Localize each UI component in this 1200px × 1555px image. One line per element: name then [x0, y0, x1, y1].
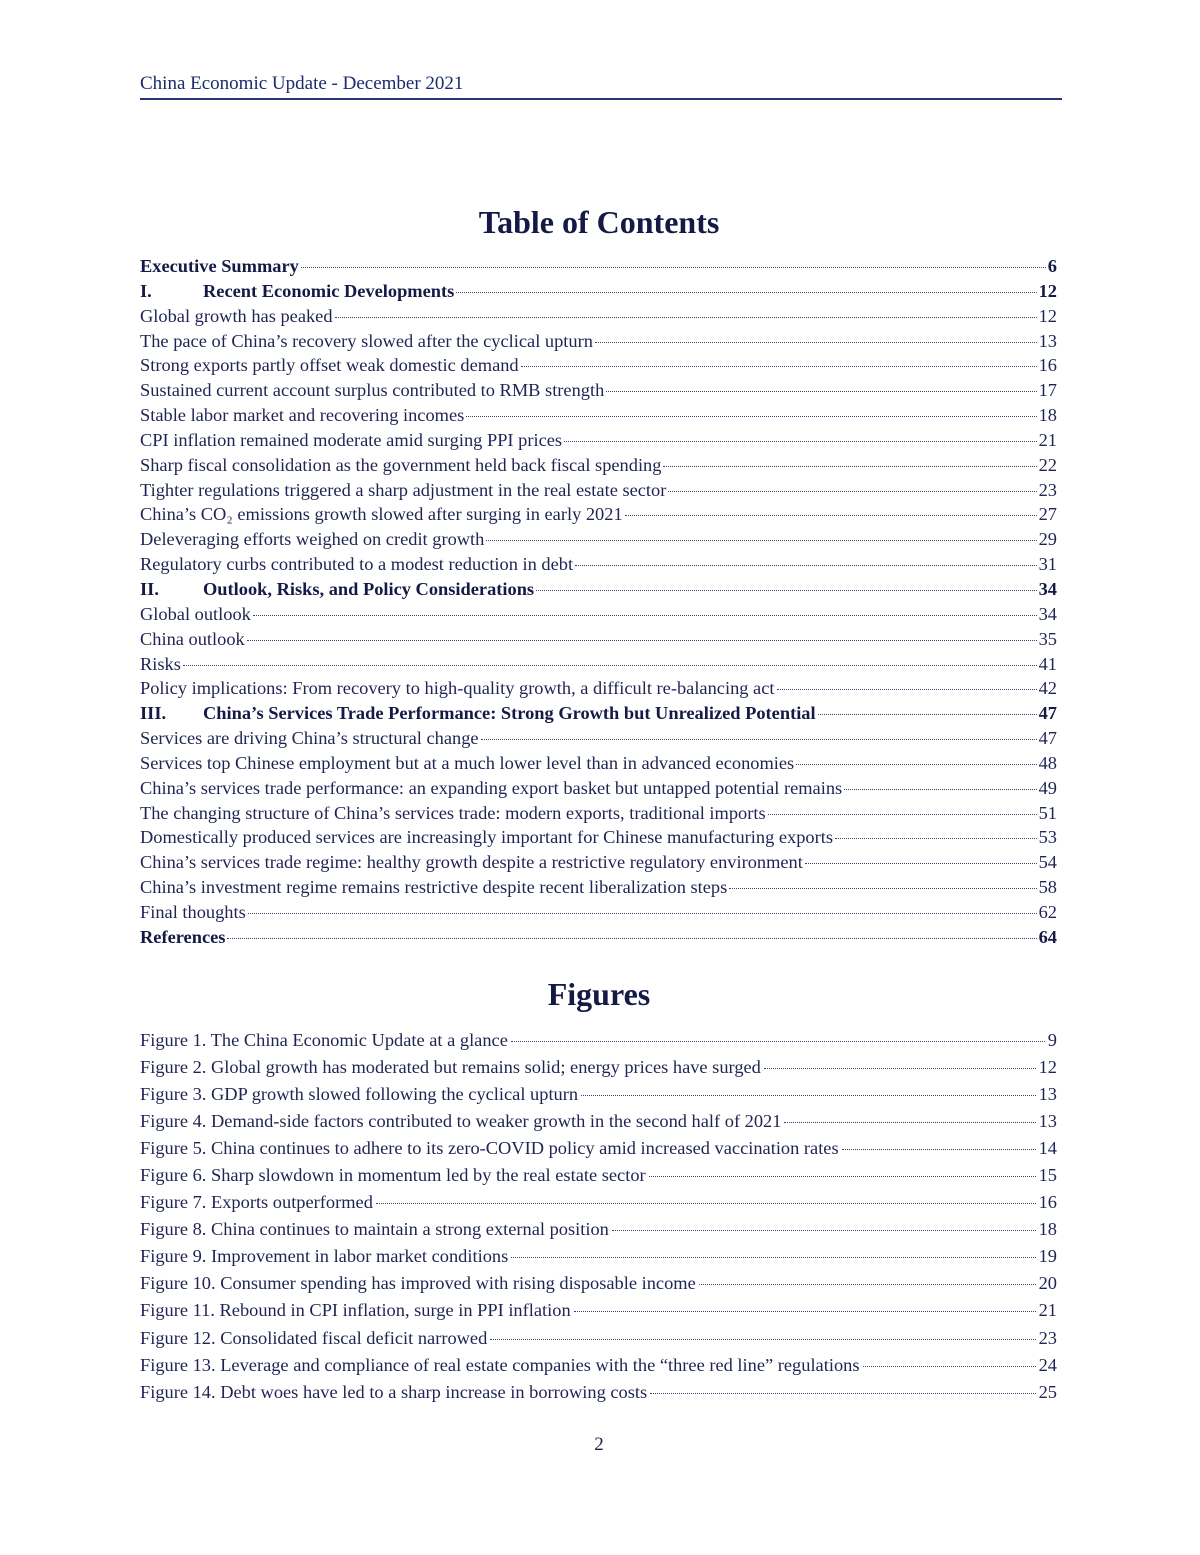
figure-entry-label: Figure 5. China continues to adhere to its zero-COVID policy amid increased vaccination rates	[140, 1138, 839, 1159]
dot-leader	[863, 1366, 1036, 1367]
dot-leader	[247, 640, 1037, 641]
toc-title: Table of Contents	[478, 204, 720, 240]
figure-entry-label: Figure 3. GDP growth slowed following the cyclical upturn	[140, 1084, 579, 1105]
figure-entry-page: 9	[1047, 1030, 1057, 1050]
figure-entry-label: Figure 12. Consolidated fiscal deficit narrowed	[140, 1327, 488, 1348]
running-header	[140, 72, 1062, 100]
toc-entry-label: Sustained current account surplus contributed to RMB strength	[140, 380, 605, 401]
figure-entry[interactable]	[140, 1189, 1057, 1216]
figure-entry-label: Figure 9. Improvement in labor market conditions	[140, 1246, 509, 1267]
toc-entry-number: I.	[140, 280, 152, 301]
figure-entry[interactable]	[140, 1379, 1057, 1406]
toc-entry-label: Global outlook	[140, 603, 251, 624]
dot-leader	[301, 267, 1046, 268]
toc-entry[interactable]	[140, 254, 1057, 279]
dot-leader	[844, 789, 1036, 790]
figure-entry-page: 16	[1038, 1192, 1057, 1213]
toc-entry-page: 22	[1038, 454, 1057, 475]
toc-entry[interactable]	[140, 676, 1057, 701]
toc-entry-page: 49	[1038, 777, 1057, 798]
toc-entry[interactable]	[140, 279, 1057, 304]
dot-leader	[564, 441, 1037, 442]
toc-entry-label: China outlook	[140, 628, 245, 649]
figure-entry-label: Figure 8. China continues to maintain a strong external position	[140, 1219, 609, 1240]
dot-leader	[777, 689, 1037, 690]
toc-entry-label: China’s Services Trade Performance: Strong Growth but Unrealized Potential	[203, 703, 816, 724]
dot-leader	[253, 615, 1037, 616]
toc-entry-label: The changing structure of China’s services trade: modern exports, traditional imports	[140, 802, 766, 823]
toc-entry-page: 34	[1038, 578, 1057, 599]
dot-leader	[612, 1230, 1036, 1231]
toc-entry-label: Strong exports partly offset weak domestic demand	[140, 355, 519, 376]
figure-entry-label: Figure 13. Leverage and compliance of real estate companies with the “three red line” regulations	[140, 1354, 860, 1375]
toc-entry-page: 23	[1038, 479, 1057, 500]
toc-entry-label: Stable labor market and recovering incomes	[140, 405, 465, 426]
toc-entry[interactable]	[140, 701, 1057, 726]
toc-entry-page: 48	[1038, 752, 1057, 773]
toc-entry-number: III.	[140, 703, 167, 724]
toc-entry-page: 12	[1038, 280, 1057, 301]
dot-leader	[511, 1041, 1045, 1042]
toc-entry-page: 31	[1038, 554, 1057, 575]
dot-leader	[606, 391, 1036, 392]
toc-entry[interactable]	[140, 652, 1057, 677]
figure-entry-page: 13	[1038, 1084, 1057, 1105]
toc-entry[interactable]	[140, 602, 1057, 627]
toc-entry[interactable]	[140, 801, 1057, 826]
figure-entry-label: Figure 14. Debt woes have led to a sharp increase in borrowing costs	[140, 1381, 648, 1402]
toc-entry[interactable]	[140, 726, 1057, 751]
running-header-title: China Economic Update - December 2021	[140, 73, 464, 94]
figure-entry-page: 14	[1038, 1138, 1057, 1159]
toc-entry-label: China’s CO₂ emissions growth slowed after surging in early 2021	[140, 504, 623, 525]
figure-entry-page: 18	[1038, 1219, 1057, 1240]
toc-entry[interactable]	[140, 552, 1057, 577]
figure-entry-page: 13	[1038, 1111, 1057, 1132]
figure-entry-page: 24	[1038, 1354, 1057, 1375]
dot-leader	[835, 838, 1037, 839]
dot-leader	[649, 1176, 1036, 1177]
dot-leader	[574, 1311, 1036, 1312]
figure-entry[interactable]	[140, 1162, 1057, 1189]
toc-entry-label: Final thoughts	[140, 901, 246, 922]
toc-entry-label: Sharp fiscal consolidation as the government held back fiscal spending	[140, 454, 662, 475]
dot-leader	[335, 317, 1037, 318]
figure-entry-label: Figure 1. The China Economic Update at a glance	[140, 1030, 508, 1050]
figure-entry-page: 12	[1038, 1057, 1057, 1078]
toc-entry-label: CPI inflation remained moderate amid surging PPI prices	[140, 429, 563, 450]
figure-entry[interactable]	[140, 1216, 1057, 1243]
figure-entry-label: Figure 11. Rebound in CPI inflation, surge in PPI inflation	[140, 1300, 571, 1321]
figures-title: Figures	[547, 976, 651, 1012]
dot-leader	[466, 416, 1036, 417]
dot-leader	[481, 739, 1037, 740]
dot-leader	[784, 1122, 1035, 1123]
toc-entry[interactable]	[140, 577, 1057, 602]
figure-entry-page: 23	[1038, 1327, 1057, 1348]
toc-entry-page: 21	[1038, 429, 1057, 450]
dot-leader	[536, 590, 1037, 591]
toc-entry-label: China’s services trade regime: healthy growth despite a restrictive regulatory environment	[140, 852, 803, 873]
toc-entry[interactable]	[140, 776, 1057, 801]
figure-entry-page: 21	[1038, 1300, 1057, 1321]
toc-entry[interactable]	[140, 428, 1057, 453]
figure-entry[interactable]	[140, 1297, 1057, 1324]
toc-entry-label: References	[140, 926, 226, 947]
toc-entry-label: Services top Chinese employment but at a much lower level than in advanced economies	[140, 752, 795, 773]
figure-entry-label: Figure 7. Exports outperformed	[140, 1192, 373, 1213]
dot-leader	[456, 292, 1036, 293]
dot-leader	[490, 1339, 1035, 1340]
figure-entry-page: 20	[1038, 1273, 1057, 1294]
toc-entry-page: 16	[1038, 355, 1057, 376]
dot-leader	[729, 888, 1036, 889]
toc-entry-page: 18	[1038, 405, 1057, 426]
figure-entry-page: 15	[1038, 1165, 1057, 1186]
toc-entry-label: Outlook, Risks, and Policy Considerations	[203, 578, 535, 599]
toc-entry-label: Deleveraging efforts weighed on credit growth	[140, 529, 485, 550]
dot-leader	[595, 342, 1037, 343]
dot-leader	[663, 466, 1036, 467]
toc-entry[interactable]	[140, 627, 1057, 652]
figure-entry[interactable]	[140, 1027, 1057, 1054]
figure-entry[interactable]	[140, 1325, 1057, 1352]
toc-entry-page: 41	[1038, 653, 1057, 674]
toc-entry-number: II.	[140, 578, 159, 599]
toc-entry-label: Global growth has peaked	[140, 305, 333, 326]
toc-entry-page: 64	[1038, 926, 1057, 947]
toc-entry-label: Regulatory curbs contributed to a modest reduction in debt	[140, 554, 574, 575]
toc-entry[interactable]	[140, 527, 1057, 552]
toc-entry[interactable]	[140, 925, 1057, 950]
dot-leader	[668, 491, 1036, 492]
toc-entry-label: Risks	[140, 653, 181, 674]
toc-entry[interactable]	[140, 403, 1057, 428]
toc-entry-label: Recent Economic Developments	[203, 280, 455, 301]
dot-leader	[805, 863, 1037, 864]
toc-entry[interactable]	[140, 353, 1057, 378]
toc-entry-page: 12	[1038, 305, 1057, 326]
dot-leader	[486, 540, 1036, 541]
figures-list	[140, 1027, 1057, 1406]
toc-entry-label: China’s services trade performance: an expanding export basket but untapped potential remains	[140, 777, 843, 798]
toc-entry-label: China’s investment regime remains restrictive despite recent liberalization steps	[140, 877, 728, 898]
figure-entry[interactable]	[140, 1135, 1057, 1162]
figure-entry[interactable]	[140, 1352, 1057, 1379]
toc-entry-page: 35	[1038, 628, 1057, 649]
figure-entry-label: Figure 6. Sharp slowdown in momentum led by the real estate sector	[140, 1165, 646, 1186]
toc-list	[140, 254, 1057, 950]
dot-leader	[796, 764, 1036, 765]
toc-entry[interactable]	[140, 478, 1057, 503]
figure-entry[interactable]	[140, 1081, 1057, 1108]
dot-leader	[376, 1203, 1036, 1204]
toc-entry-page: 62	[1038, 901, 1057, 922]
toc-entry[interactable]	[140, 304, 1057, 329]
figure-entry[interactable]	[140, 1054, 1057, 1081]
toc-entry-label: The pace of China’s recovery slowed after the cyclical upturn	[140, 330, 593, 351]
dot-leader	[818, 714, 1037, 715]
toc-entry[interactable]	[140, 850, 1057, 875]
dot-leader	[183, 665, 1037, 666]
toc-entry-page: 29	[1038, 529, 1057, 550]
figure-entry[interactable]	[140, 1108, 1057, 1135]
dot-leader	[521, 366, 1037, 367]
toc-entry[interactable]	[140, 329, 1057, 354]
toc-entry[interactable]	[140, 875, 1057, 900]
dot-leader	[650, 1393, 1035, 1394]
dot-leader	[699, 1284, 1036, 1285]
toc-entry-label: Policy implications: From recovery to high-quality growth, a difficult re-balancing act	[140, 678, 775, 699]
toc-entry-label: Tighter regulations triggered a sharp adjustment in the real estate sector	[140, 479, 667, 500]
figure-entry-label: Figure 4. Demand-side factors contributed to weaker growth in the second half of 2021	[140, 1111, 782, 1132]
dot-leader	[511, 1257, 1035, 1258]
toc-entry[interactable]	[140, 825, 1057, 850]
dot-leader	[227, 938, 1036, 939]
figure-entry[interactable]	[140, 1270, 1057, 1297]
toc-entry[interactable]	[140, 751, 1057, 776]
figure-entry[interactable]	[140, 1243, 1057, 1270]
toc-entry-page: 27	[1038, 504, 1057, 525]
toc-entry-page: 6	[1047, 256, 1057, 276]
toc-entry[interactable]	[140, 378, 1057, 403]
toc-entry-page: 58	[1038, 877, 1057, 898]
dot-leader	[764, 1068, 1036, 1069]
figure-entry-page: 25	[1038, 1381, 1057, 1402]
toc-entry-page: 47	[1038, 728, 1057, 749]
page-number: 2	[594, 1434, 604, 1455]
toc-entry[interactable]	[140, 453, 1057, 478]
figure-entry-label: Figure 2. Global growth has moderated but remains solid; energy prices have surged	[140, 1057, 761, 1078]
figure-entry-label: Figure 10. Consumer spending has improved with rising disposable income	[140, 1273, 696, 1294]
toc-entry-label: Services are driving China’s structural change	[140, 728, 479, 749]
dot-leader	[248, 913, 1037, 914]
toc-entry-label: Domestically produced services are increasingly important for Chinese manufacturing exports	[140, 827, 833, 848]
figure-entry-page: 19	[1038, 1246, 1057, 1267]
toc-entry-page: 34	[1038, 603, 1057, 624]
toc-entry-page: 42	[1038, 678, 1057, 699]
dot-leader	[575, 565, 1037, 566]
toc-entry-page: 17	[1038, 380, 1057, 401]
toc-entry-page: 13	[1038, 330, 1057, 351]
toc-entry-page: 51	[1038, 802, 1057, 823]
toc-entry-label: Executive Summary	[140, 256, 299, 276]
dot-leader	[842, 1149, 1036, 1150]
toc-entry[interactable]	[140, 502, 1057, 527]
dot-leader	[768, 814, 1037, 815]
dot-leader	[581, 1095, 1036, 1096]
toc-entry[interactable]	[140, 900, 1057, 925]
dot-leader	[625, 515, 1037, 516]
toc-entry-page: 54	[1038, 852, 1057, 873]
toc-entry-page: 53	[1038, 827, 1057, 848]
toc-entry-page: 47	[1038, 703, 1057, 724]
